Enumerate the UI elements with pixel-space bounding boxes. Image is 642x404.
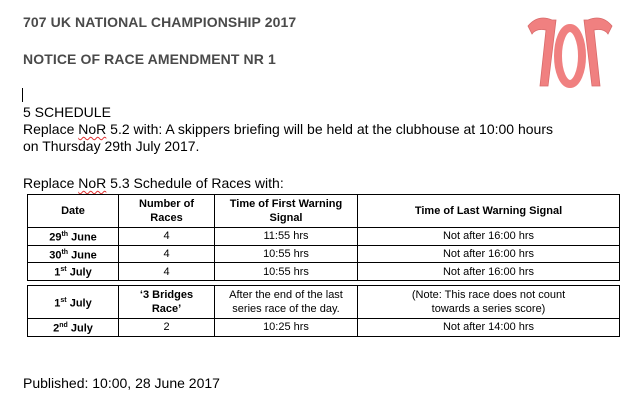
header-number-of-races: Number of Races — [119, 195, 215, 228]
text-cursor — [22, 88, 23, 102]
table-row — [28, 319, 620, 337]
first-warning-cell: 11:55 hrs — [215, 228, 358, 246]
date-cell: 30th June — [28, 245, 119, 263]
schedule-intro — [23, 175, 284, 192]
para1-prefix: Replace — [23, 121, 79, 137]
date-cell: 2nd July — [28, 319, 119, 337]
amendment-paragraph-line2: on Thursday 29th July 2017. — [23, 138, 200, 154]
section-heading: 5 SCHEDULE — [23, 104, 111, 120]
table-row — [28, 228, 620, 246]
last-warning-cell: (Note: This race does not count towards a series score) — [358, 286, 620, 319]
schedule-table — [27, 194, 620, 281]
first-warning-cell: After the end of the last series race of the day. — [215, 286, 358, 319]
document-subtitle: NOTICE OF RACE AMENDMENT NR 1 — [23, 51, 276, 67]
races-cell: 4 — [119, 228, 215, 246]
table-row — [28, 286, 620, 319]
para2-prefix: Replace — [23, 175, 79, 191]
para1-text: 5.2 with: A skippers briefing will be held at the clubhouse at 10:00 hours — [106, 121, 554, 137]
last-warning-cell: Not after 14:00 hrs — [358, 319, 620, 337]
last-warning-cell: Not after 16:00 hrs — [358, 245, 620, 263]
races-cell: 2 — [119, 319, 215, 337]
last-warning-cell: Not after 16:00 hrs — [358, 263, 620, 281]
first-warning-cell: 10:55 hrs — [215, 263, 358, 281]
header-last-warning: Time of Last Warning Signal — [358, 195, 620, 228]
header-date: Date — [28, 195, 119, 228]
first-warning-cell: 10:55 hrs — [215, 245, 358, 263]
schedule-section — [23, 104, 553, 155]
race-name-cell: ‘3 Bridges Race’ — [119, 286, 215, 319]
header-first-warning: Time of First Warning Signal — [215, 195, 358, 228]
extra-race-table — [27, 285, 620, 337]
amendment-paragraph-line1 — [23, 121, 553, 138]
document-title: 707 UK NATIONAL CHAMPIONSHIP 2017 — [23, 14, 297, 30]
table-row — [28, 245, 620, 263]
last-warning-cell: Not after 16:00 hrs — [358, 228, 620, 246]
published-date: Published: 10:00, 28 June 2017 — [23, 375, 220, 391]
races-cell: 4 — [119, 245, 215, 263]
first-warning-cell: 10:25 hrs — [215, 319, 358, 337]
date-cell: 29th June — [28, 228, 119, 246]
para2-text: 5.3 Schedule of Races with: — [106, 175, 284, 191]
table-row — [28, 263, 620, 281]
nor-spellcheck-word[interactable]: NoR — [78, 175, 107, 191]
nor-spellcheck-word[interactable]: NoR — [78, 121, 107, 137]
date-cell: 1st July — [28, 263, 119, 281]
date-cell: 1st July — [28, 286, 119, 319]
class-707-logo — [524, 8, 616, 92]
races-cell: 4 — [119, 263, 215, 281]
table-header-row — [28, 195, 620, 228]
